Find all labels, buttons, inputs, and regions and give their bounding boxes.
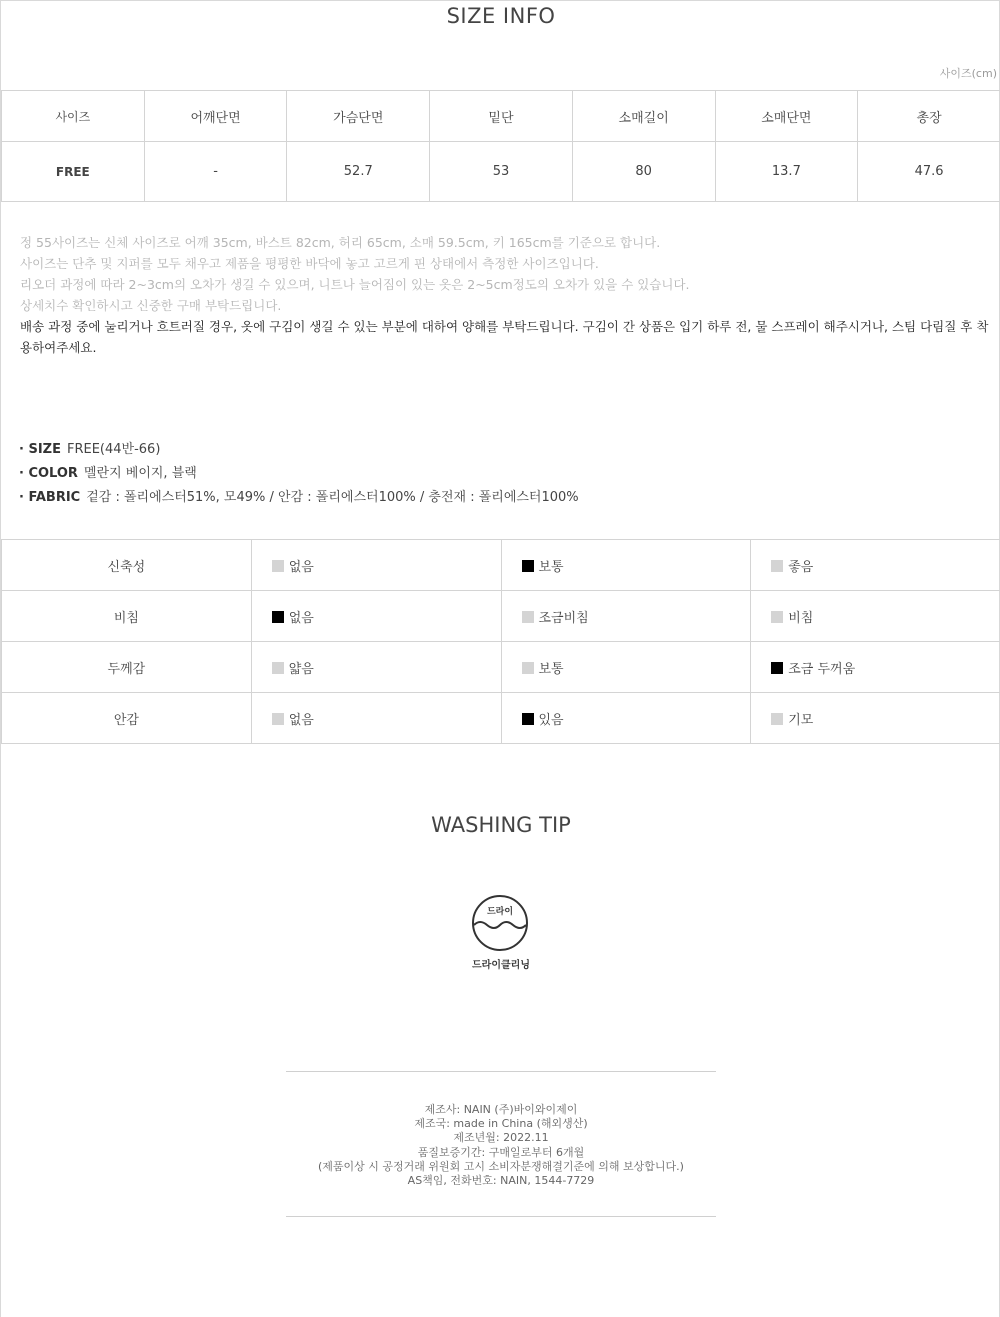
note-line: 상세치수 확인하시고 신중한 구매 부탁드립니다. — [20, 298, 282, 313]
notice-line: 품질보증기간: 구매일로부터 6개월 — [417, 1145, 585, 1159]
feature-row — [2, 540, 1000, 591]
size-value-cell: FREE — [2, 142, 145, 202]
notice-line: AS책임, 전화번호: NAIN, 1544-7729 — [407, 1174, 595, 1188]
feature-row — [2, 591, 1000, 642]
notice-line: 제조사: NAIN (주)바이와이제이 — [424, 1103, 578, 1116]
indicator-square-icon — [771, 713, 783, 725]
size-table-row — [2, 142, 1000, 202]
dry-clean-icon-text: 드라이 — [486, 907, 514, 917]
feature-option — [751, 540, 1000, 591]
size-header-cell: 밑단 — [430, 91, 573, 142]
divider — [286, 1071, 716, 1072]
shipping-note: 배송 과정 중에 눌리거나 흐트러질 경우, 옷에 구김이 생길 수 있는 부분에 대하여 양해를 부탁드립니다. 구김이 간 상품은 입기 하루 전, 물 스프레이 해주시거나, 스팀 다림질 후 착용하여주세요. — [20, 319, 989, 355]
feature-label: 안감 — [2, 693, 252, 744]
indicator-square-icon — [522, 713, 534, 725]
indicator-square-icon — [272, 611, 284, 623]
dry-clean-label: 드라이클리닝 — [472, 960, 530, 971]
feature-option — [501, 591, 751, 642]
feature-option — [501, 540, 751, 591]
size-header-cell: 어깨단면 — [144, 91, 287, 142]
spec-value: 겉감 : 폴리에스터51%, 모49% / 안감 : 폴리에스터100% / 충전재 : 폴리에스터100% — [86, 490, 579, 505]
size-value-cell: 47.6 — [858, 142, 1000, 202]
washing-tip-title: WASHING TIP — [431, 813, 571, 837]
note-line: 리오더 과정에 따라 2~3cm의 오차가 생길 수 있으며, 니트나 늘어짐이 있는 옷은 2~5cm정도의 오차가 있을 수 있습니다. — [20, 277, 690, 292]
feature-option-label: 조금비침 — [538, 610, 589, 626]
spec-fabric — [19, 486, 579, 510]
divider — [286, 1216, 716, 1217]
feature-option-label: 얇음 — [288, 661, 314, 677]
feature-row — [2, 642, 1000, 693]
feature-option — [251, 540, 501, 591]
note-line: 사이즈는 단추 및 지퍼를 모두 채우고 제품을 평평한 바닥에 놓고 고르게 핀 상태에서 측정한 사이즈입니다. — [20, 256, 599, 271]
indicator-square-icon — [522, 662, 534, 674]
indicator-square-icon — [272, 662, 284, 674]
feature-option-label: 없음 — [288, 610, 314, 626]
feature-option-label: 보통 — [538, 661, 564, 677]
spec-key: · COLOR — [19, 466, 78, 481]
dry-clean-icon — [470, 893, 530, 953]
indicator-square-icon — [272, 713, 284, 725]
indicator-square-icon — [771, 611, 783, 623]
spec-key: · FABRIC — [19, 490, 81, 505]
feature-option-label: 없음 — [288, 559, 314, 575]
feature-option-label: 없음 — [288, 712, 314, 728]
size-value-cell: 80 — [572, 142, 715, 202]
feature-option-label: 비침 — [788, 610, 814, 626]
size-unit-label: 사이즈(cm) — [939, 67, 997, 80]
feature-table — [1, 539, 1000, 744]
feature-row — [2, 693, 1000, 744]
note-line: 정 55사이즈는 신체 사이즈로 어깨 35cm, 바스트 82cm, 허리 65cm, 소매 59.5cm, 키 165cm를 기준으로 합니다. — [20, 235, 661, 250]
size-header-cell: 사이즈 — [2, 91, 145, 142]
spec-color — [19, 462, 579, 486]
feature-option — [251, 693, 501, 744]
size-header-cell: 가슴단면 — [287, 91, 430, 142]
feature-label: 신축성 — [2, 540, 252, 591]
feature-option — [751, 591, 1000, 642]
spec-size — [19, 438, 579, 462]
indicator-square-icon — [522, 560, 534, 572]
indicator-square-icon — [272, 560, 284, 572]
size-header-cell: 소매길이 — [572, 91, 715, 142]
spec-value: 멜란지 베이지, 블랙 — [83, 466, 197, 481]
size-value-cell: - — [144, 142, 287, 202]
feature-option-label: 기모 — [788, 712, 814, 728]
feature-option-label: 있음 — [538, 712, 564, 728]
size-value-cell: 53 — [430, 142, 573, 202]
feature-option — [501, 693, 751, 744]
feature-option — [501, 642, 751, 693]
feature-label: 비침 — [2, 591, 252, 642]
size-table-header-row — [2, 91, 1000, 142]
indicator-square-icon — [522, 611, 534, 623]
size-value-cell: 13.7 — [715, 142, 858, 202]
feature-option — [751, 642, 1000, 693]
feature-option-label: 조금 두꺼움 — [788, 661, 856, 677]
notice-line: 제조국: made in China (해외생산) — [414, 1117, 588, 1131]
feature-option-label: 좋음 — [788, 559, 814, 575]
indicator-square-icon — [771, 662, 783, 674]
notice-line: (제품이상 시 공정거래 위원회 고시 소비자분쟁해결기준에 의해 보상합니다.) — [318, 1159, 684, 1173]
feature-option — [751, 693, 1000, 744]
size-value-cell: 52.7 — [287, 142, 430, 202]
size-info-title: SIZE INFO — [446, 4, 556, 28]
product-specs — [19, 438, 579, 510]
indicator-square-icon — [771, 560, 783, 572]
feature-option-label: 보통 — [538, 559, 564, 575]
feature-option — [251, 591, 501, 642]
notice-line: 제조년월: 2022.11 — [453, 1131, 549, 1145]
size-notes — [20, 232, 992, 358]
size-header-cell: 총장 — [858, 91, 1000, 142]
spec-key: · SIZE — [19, 442, 61, 457]
product-notice — [1, 1103, 1000, 1188]
size-header-cell: 소매단면 — [715, 91, 858, 142]
spec-value: FREE(44반-66) — [66, 442, 161, 457]
feature-option — [251, 642, 501, 693]
feature-label: 두께감 — [2, 642, 252, 693]
size-table — [1, 90, 1000, 202]
